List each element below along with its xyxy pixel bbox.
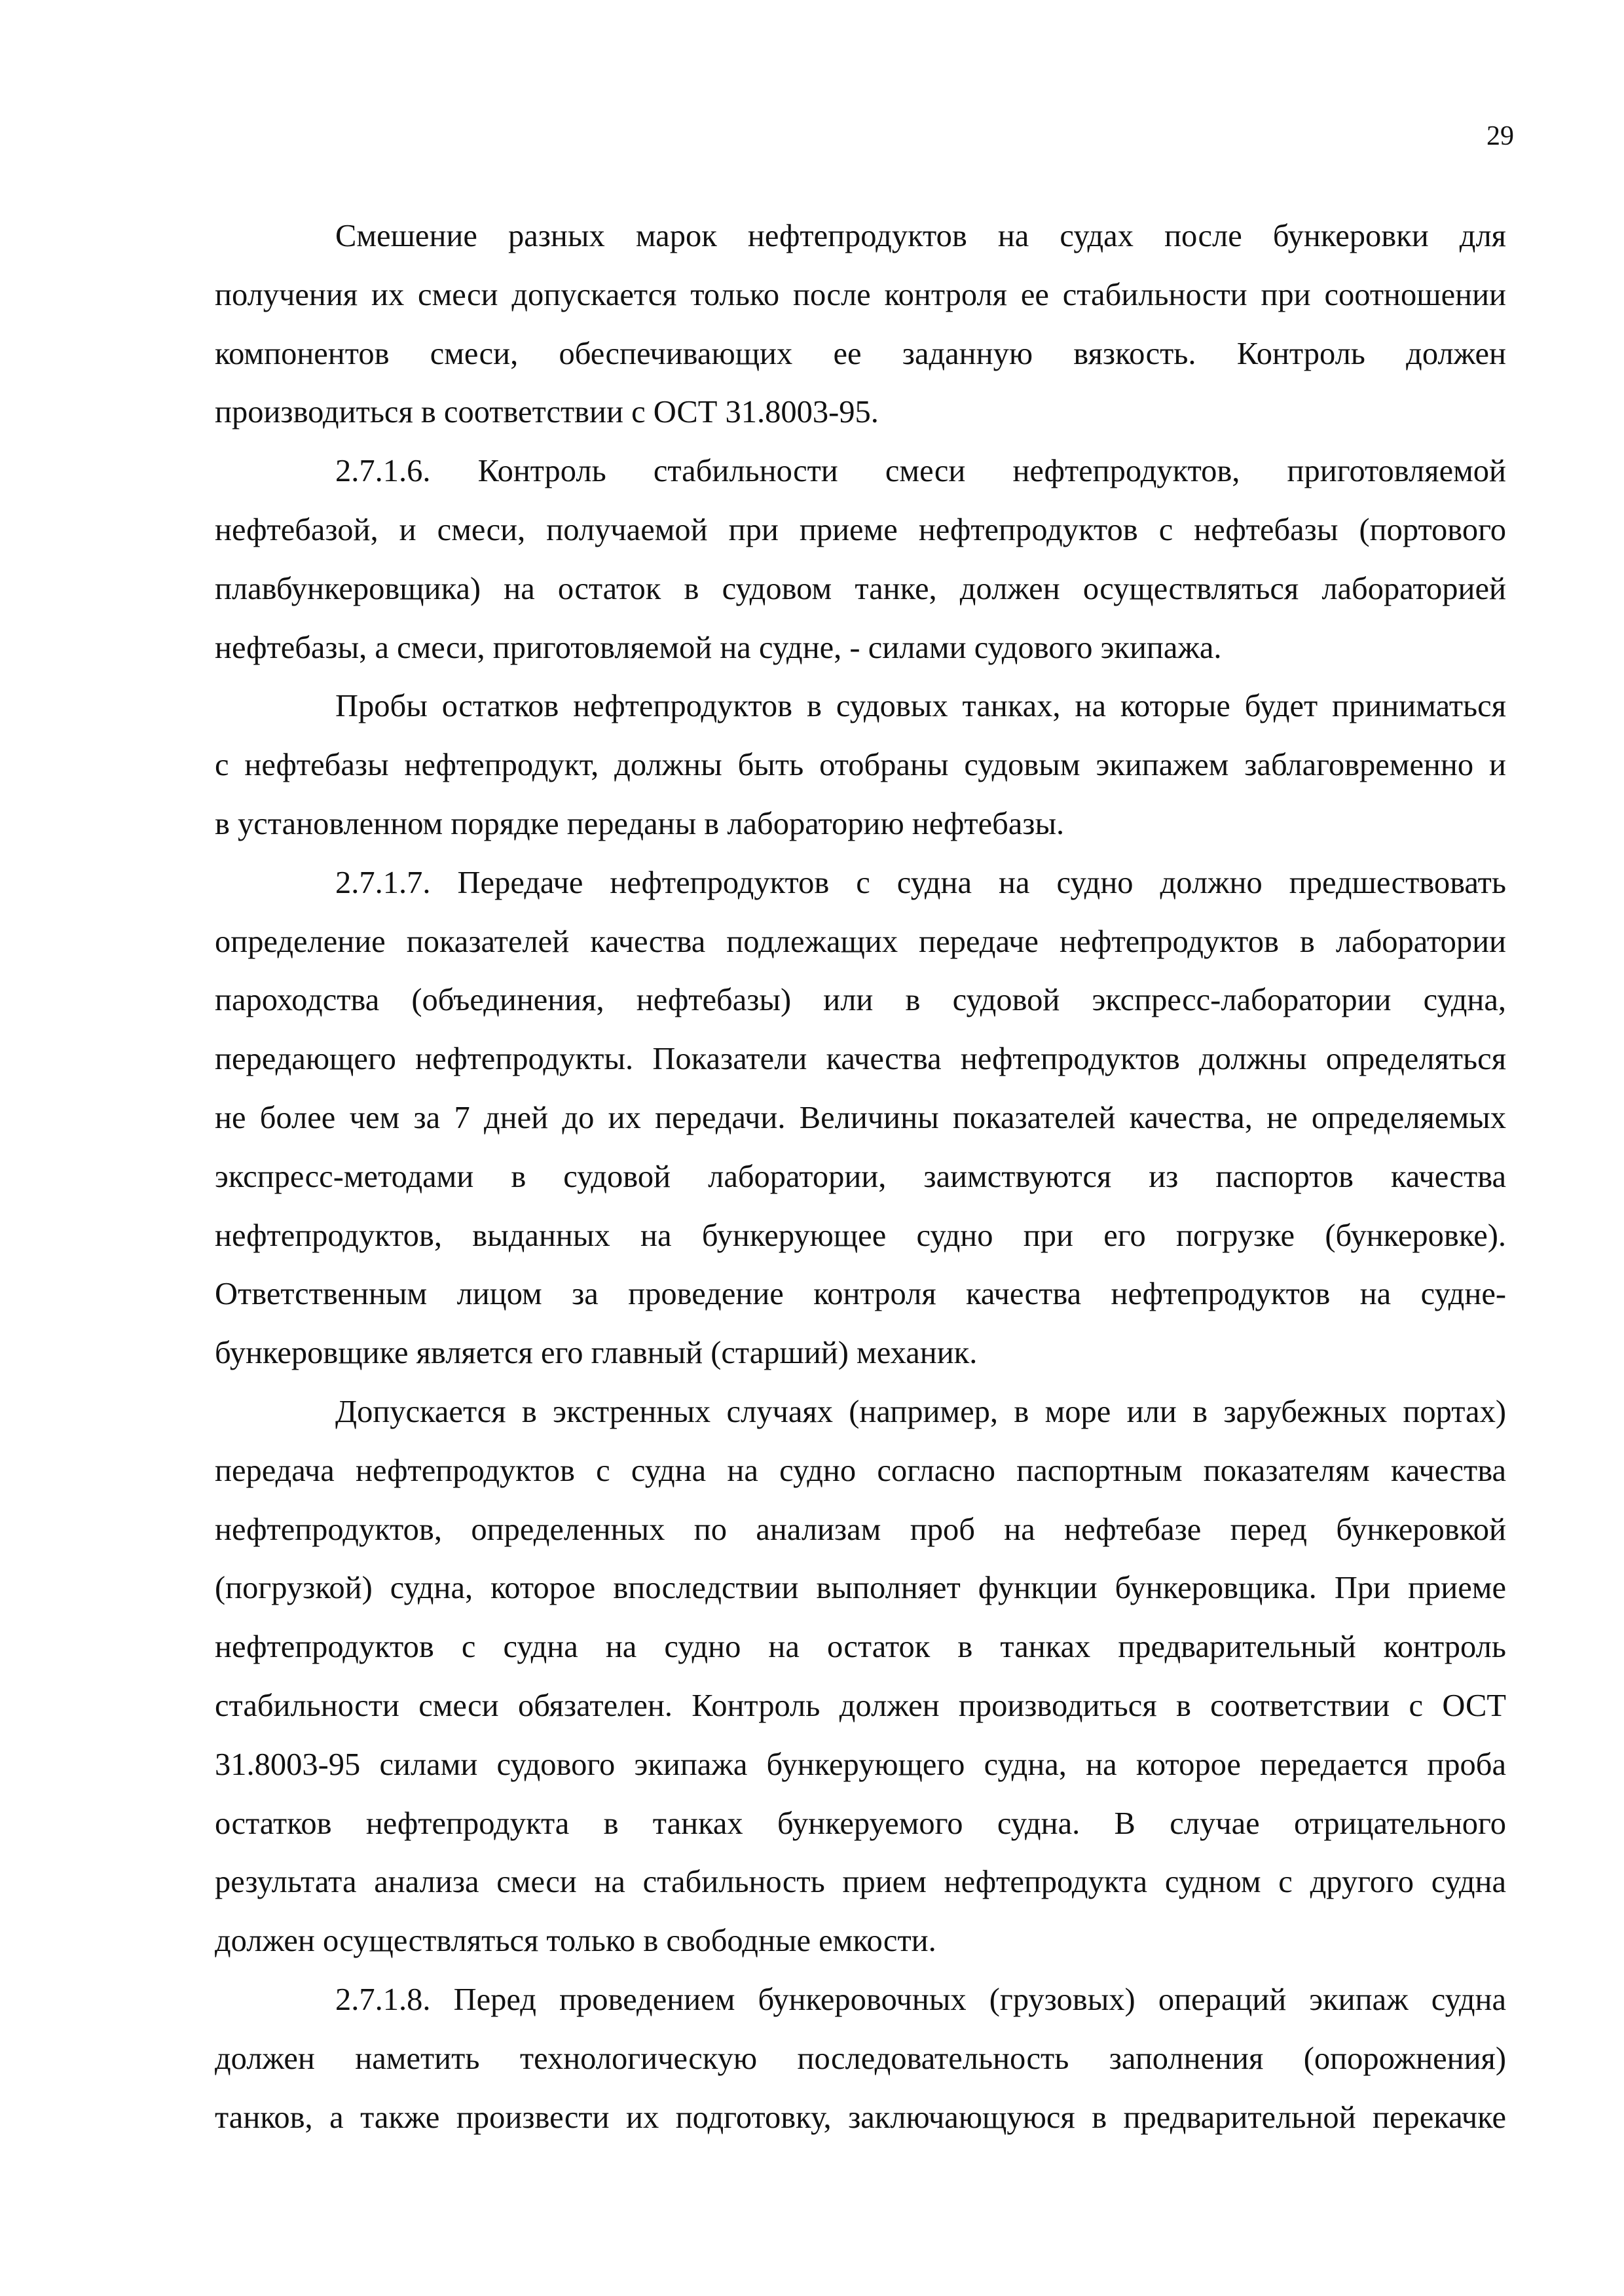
text-line: не более чем за 7 дней до их передачи. Величины показателей качества, не определяемых <box>215 1100 1506 1135</box>
text-line: передача нефтепродуктов с судна на судно согласно паспортным показателям качества <box>215 1453 1506 1488</box>
text-line: плавбункеровщика) на остаток в судовом танке, должен осуществляться лабораторией <box>215 571 1506 606</box>
text-line: передающего нефтепродукты. Показатели качества нефтепродуктов должны определяться <box>215 1042 1506 1077</box>
page-number: 29 <box>1486 121 1514 151</box>
text-line: определение показателей качества подлежащих передаче нефтепродуктов в лаборатории <box>215 924 1506 959</box>
text-line: нефтебазой, и смеси, получаемой при приеме нефтепродуктов с нефтебазы (портового <box>215 512 1506 547</box>
text-line: нефтебазы, а смеси, приготовляемой на судне, - силами судового экипажа. <box>215 630 1222 665</box>
text-line: бункеровщике является его главный (старший) механик. <box>215 1336 978 1371</box>
document-body <box>215 207 1506 2147</box>
text-line: 31.8003-95 силами судового экипажа бункерующего судна, на которое передается проба <box>215 1747 1506 1782</box>
text-line: Ответственным лицом за проведение контроля качества нефтепродуктов на судне- <box>215 1277 1506 1312</box>
text-line: 2.7.1.7. Передаче нефтепродуктов с судна на судно должно предшествовать <box>335 865 1506 900</box>
text-line: результата анализа смеси на стабильность прием нефтепродукта судном с другого судна <box>215 1865 1506 1900</box>
text-line: 2.7.1.6. Контроль стабильности смеси нефтепродуктов, приготовляемой <box>335 454 1506 489</box>
text-line: Допускается в экстренных случаях (например, в море или в зарубежных портах) <box>335 1394 1506 1429</box>
text-line: нефтепродуктов, выданных на бункерующее судно при его погрузке (бункеровке). <box>215 1218 1506 1253</box>
text-line: получения их смеси допускается только после контроля ее стабильности при соотношении <box>215 277 1506 312</box>
text-line: в установленном порядке переданы в лабораторию нефтебазы. <box>215 806 1065 841</box>
text-line: танков, а также произвести их подготовку, заключающуюся в предварительной перекачке <box>215 2100 1506 2135</box>
text-line: экспресс-методами в судовой лаборатории, заимствуются из паспортов качества <box>215 1159 1506 1194</box>
text-line: 2.7.1.8. Перед проведением бункеровочных (грузовых) операций экипаж судна <box>335 1982 1506 2017</box>
text-line: остатков нефтепродукта в танках бункеруемого судна. В случае отрицательного <box>215 1806 1506 1841</box>
text-line: пароходства (объединения, нефтебазы) или в судовой экспресс-лаборатории судна, <box>215 983 1506 1018</box>
text-line: Пробы остатков нефтепродуктов в судовых танках, на которые будет приниматься <box>335 689 1506 724</box>
text-line: с нефтебазы нефтепродукт, должны быть отобраны судовым экипажем заблаговременно и <box>215 748 1506 783</box>
text-line: производиться в соответствии с ОСТ 31.8003-95. <box>215 395 879 430</box>
text-line: (погрузкой) судна, которое впоследствии выполняет функции бункеровщика. При приеме <box>215 1571 1506 1606</box>
text-line: должен наметить технологическую последовательность заполнения (опорожнения) <box>215 2041 1506 2076</box>
text-line: Смешение разных марок нефтепродуктов на судах после бункеровки для <box>335 219 1506 253</box>
text-line: должен осуществляться только в свободные емкости. <box>215 1923 936 1959</box>
text-line: компонентов смеси, обеспечивающих ее заданную вязкость. Контроль должен <box>215 336 1506 371</box>
text-line: нефтепродуктов, определенных по анализам проб на нефтебазе перед бункеровкой <box>215 1512 1506 1547</box>
text-line: нефтепродуктов с судна на судно на остаток в танках предварительный контроль <box>215 1630 1506 1665</box>
text-line: стабильности смеси обязателен. Контроль должен производиться в соответствии с ОСТ <box>215 1688 1506 1723</box>
